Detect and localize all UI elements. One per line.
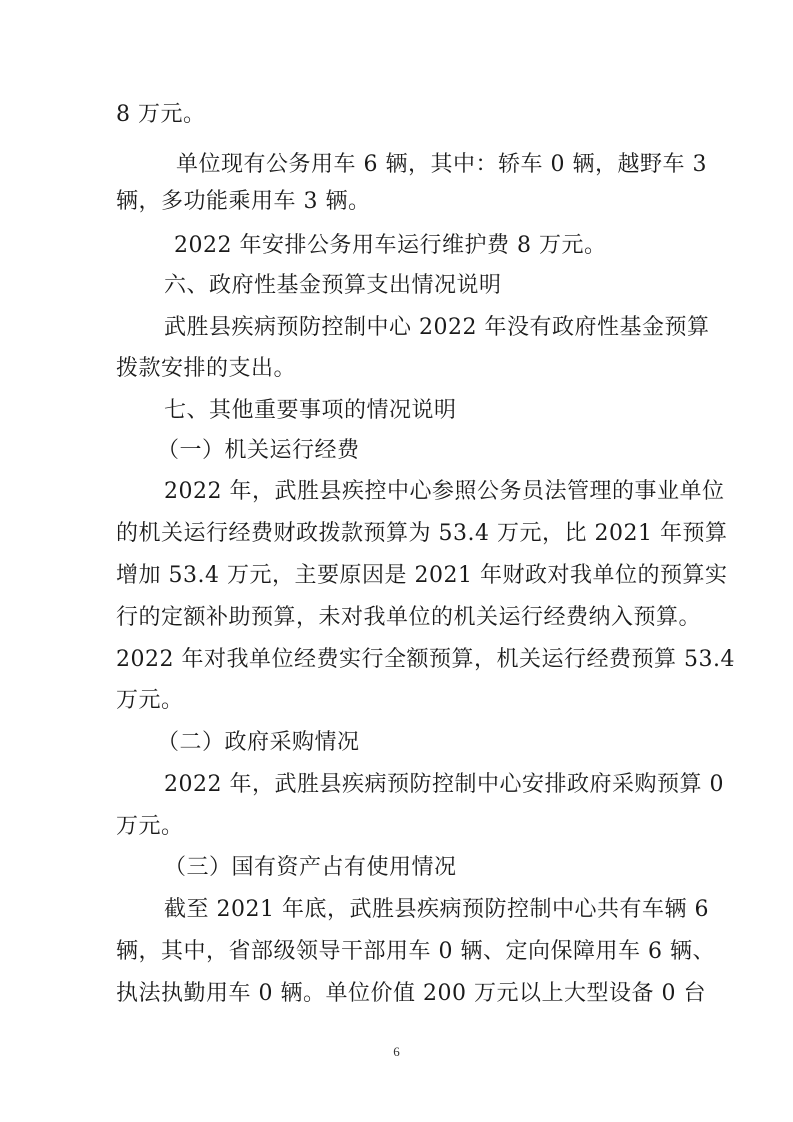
text-line: 万元。 <box>116 688 184 713</box>
text-line: 万元。 <box>116 814 184 839</box>
text-line: 截至 2021 年底，武胜县疾病预防控制中心共有车辆 6 <box>164 897 709 922</box>
subsection-heading: （二）政府采购情况 <box>157 730 360 755</box>
text-line: 执法执勤用车 0 辆。单位价值 200 万元以上大型设备 0 台 <box>116 981 706 1006</box>
text-line: 辆，多功能乘用车 3 辆。 <box>116 189 371 214</box>
subsection-heading: （一）机关运行经费 <box>157 438 360 463</box>
text-line: 的机关运行经费财政拨款预算为 53.4 万元，比 2021 年预算 <box>116 521 728 546</box>
text-line: 2022 年安排公务用车运行维护费 8 万元。 <box>174 233 607 258</box>
text-line: 拨款安排的支出。 <box>116 356 297 381</box>
page-number: 6 <box>393 1044 400 1059</box>
section-heading: 七、其他重要事项的情况说明 <box>164 398 457 423</box>
text-line: 2022 年对我单位经费实行全额预算，机关运行经费预算 53.4 <box>116 647 735 672</box>
section-heading: 六、政府性基金预算支出情况说明 <box>164 273 502 298</box>
text-line: 2022 年，武胜县疾病预防控制中心安排政府采购预算 0 <box>164 772 724 797</box>
text-line: 武胜县疾病预防控制中心 2022 年没有政府性基金预算 <box>164 315 710 340</box>
text-line: 行的定额补助预算，未对我单位的机关运行经费纳入预算。 <box>116 605 702 630</box>
text-line: 增加 53.4 万元，主要原因是 2021 年财政对我单位的预算实 <box>116 563 728 588</box>
text-line: 8 万元。 <box>116 102 206 127</box>
subsection-heading: （三）国有资产占有使用情况 <box>164 855 457 880</box>
text-line: 2022 年，武胜县疾控中心参照公务员法管理的事业单位 <box>164 479 725 504</box>
text-line: 辆，其中，省部级领导干部用车 0 辆、定向保障用车 6 辆、 <box>116 939 715 964</box>
text-line: 单位现有公务用车 6 辆，其中：轿车 0 辆，越野车 3 <box>176 152 707 177</box>
